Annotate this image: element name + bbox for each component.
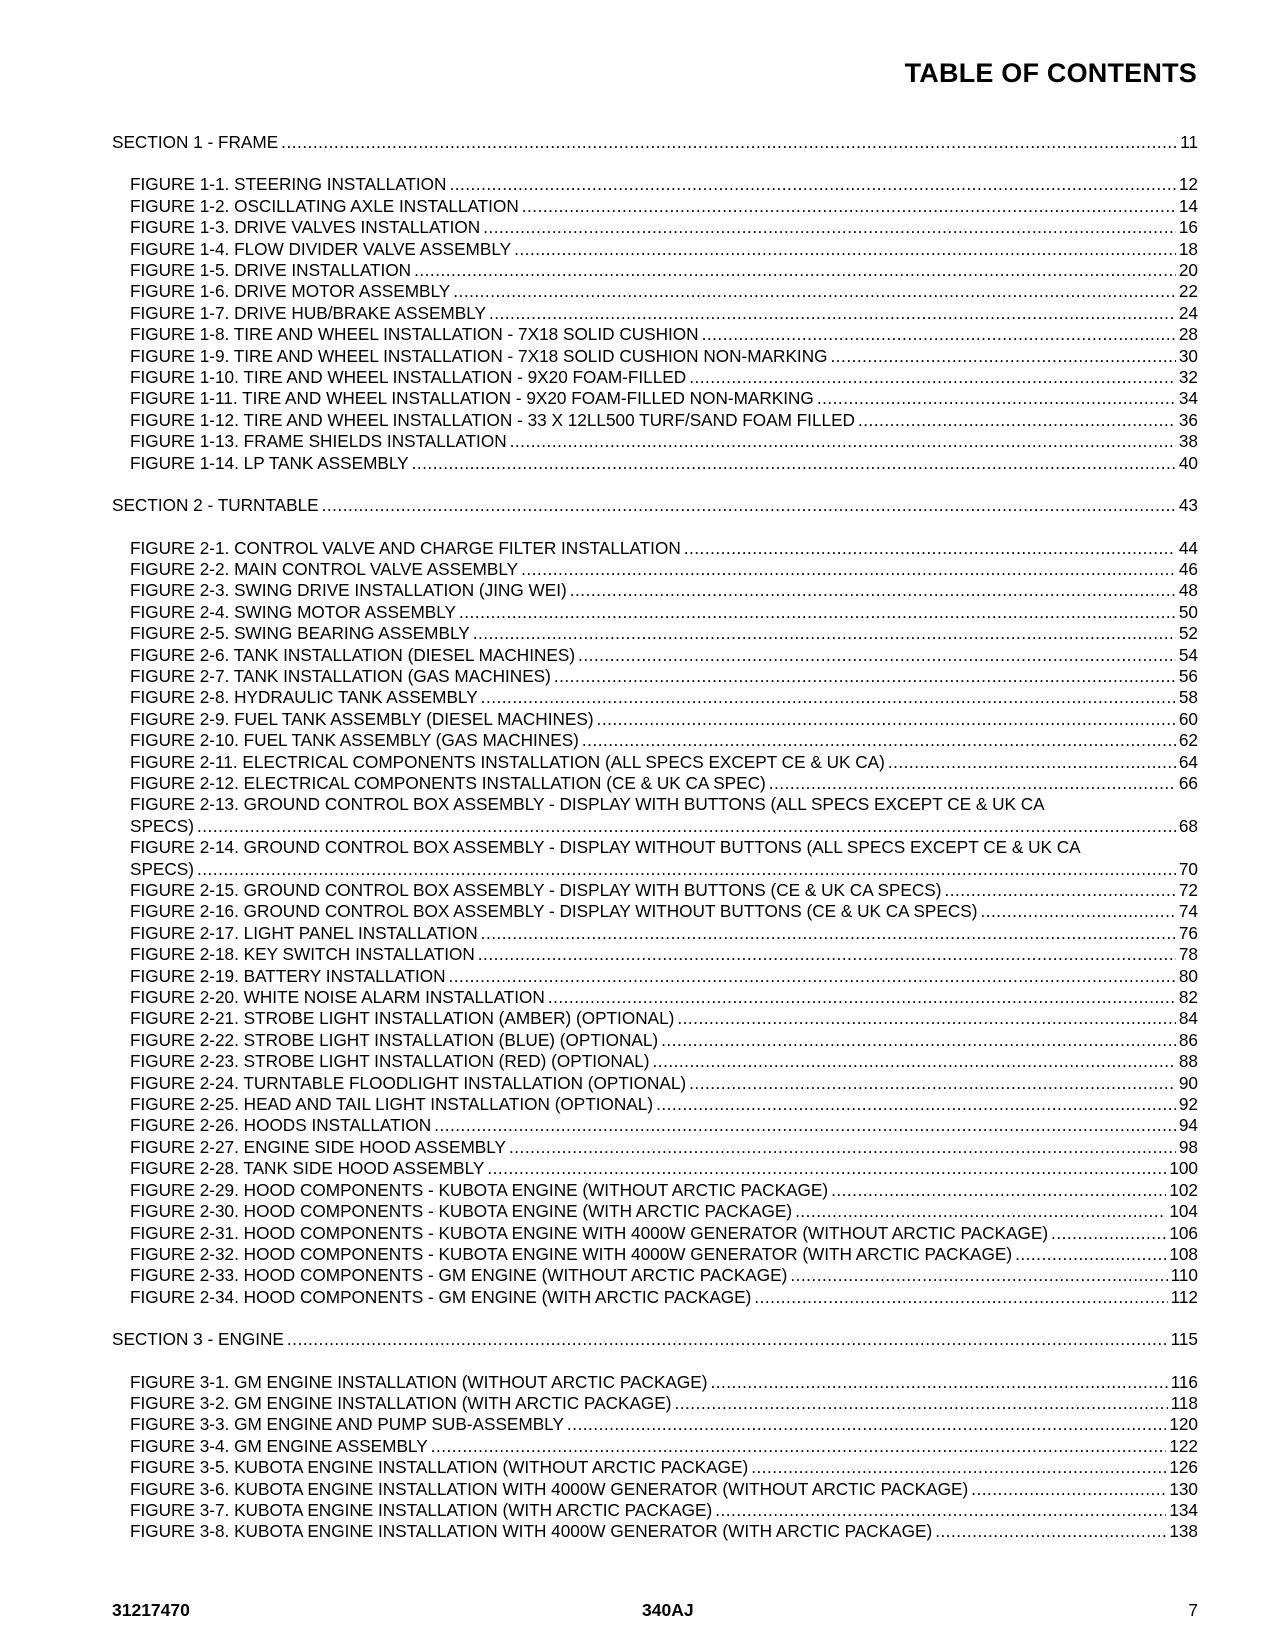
dot-leader xyxy=(597,709,1176,730)
toc-entry-label: FIGURE 2-22. STROBE LIGHT INSTALLATION (BLUE) (OPTIONAL) xyxy=(130,1029,659,1050)
toc-entry[interactable] xyxy=(112,944,1198,965)
dot-leader xyxy=(656,1094,1176,1115)
dot-leader xyxy=(831,346,1176,367)
toc-entry-page: 80 xyxy=(1178,965,1198,986)
toc-entry-page: 84 xyxy=(1178,1008,1198,1029)
toc-entry[interactable] xyxy=(112,1287,1198,1308)
toc-entry[interactable] xyxy=(112,1180,1198,1201)
toc-entry-label: FIGURE 2-9. FUEL TANK ASSEMBLY (DIESEL MACHINES) xyxy=(130,708,594,729)
toc-entry-page: 14 xyxy=(1178,195,1198,216)
dot-leader xyxy=(582,730,1176,751)
toc-entry-page: 106 xyxy=(1169,1222,1198,1243)
toc-entry-page: 48 xyxy=(1178,580,1198,601)
dot-leader xyxy=(521,559,1176,580)
toc-entry-page: 11 xyxy=(1180,132,1198,152)
dot-leader xyxy=(431,1436,1167,1457)
page-title: TABLE OF CONTENTS xyxy=(904,58,1197,88)
toc-entry[interactable] xyxy=(112,1244,1198,1265)
toc-entry-page: 100 xyxy=(1169,1158,1198,1179)
toc-entry-page: 82 xyxy=(1178,987,1198,1008)
dot-leader xyxy=(522,196,1176,217)
dot-leader xyxy=(1015,1244,1166,1265)
toc-entry[interactable] xyxy=(112,687,1198,708)
toc-entry-page: 108 xyxy=(1169,1243,1198,1264)
toc-entry-page: 92 xyxy=(1178,1094,1198,1115)
toc-entry-label-continued: SPECS) xyxy=(130,858,194,879)
toc-entry-label: FIGURE 3-2. GM ENGINE INSTALLATION (WITH ARCTIC PACKAGE) xyxy=(130,1392,672,1413)
toc-entry[interactable] xyxy=(112,859,1198,880)
toc-entry-page: 22 xyxy=(1178,281,1198,302)
toc-entry[interactable] xyxy=(112,923,1198,944)
toc-entry[interactable] xyxy=(112,1223,1198,1244)
toc-entry-label: FIGURE 3-7. KUBOTA ENGINE INSTALLATION (WITH ARCTIC PACKAGE) xyxy=(130,1499,713,1520)
toc-entry-page: 88 xyxy=(1178,1051,1198,1072)
dot-leader xyxy=(322,495,1176,516)
toc-entry[interactable] xyxy=(112,1479,1198,1500)
toc-entry-label: FIGURE 2-4. SWING MOTOR ASSEMBLY xyxy=(130,601,456,622)
toc-entry-label: FIGURE 2-24. TURNTABLE FLOODLIGHT INSTALLATION (OPTIONAL) xyxy=(130,1072,687,1093)
toc-entry-label: SECTION 1 - FRAME xyxy=(112,132,279,152)
toc-entry[interactable] xyxy=(112,1414,1198,1435)
dot-leader xyxy=(710,1372,1167,1393)
toc-entry-label: FIGURE 1-14. LP TANK ASSEMBLY xyxy=(130,452,409,473)
dot-leader xyxy=(481,923,1176,944)
toc-entry[interactable] xyxy=(112,239,1198,260)
toc-entry-label: FIGURE 2-30. HOOD COMPONENTS - KUBOTA ENGINE (WITH ARCTIC PACKAGE) xyxy=(130,1201,793,1222)
toc-entry[interactable] xyxy=(112,709,1198,730)
toc-entry-page: 118 xyxy=(1170,1392,1198,1413)
toc-entry[interactable] xyxy=(112,1521,1198,1542)
toc-entry-label-line xyxy=(112,837,1198,858)
toc-entry[interactable] xyxy=(112,559,1198,580)
toc-entry-label: FIGURE 1-10. TIRE AND WHEEL INSTALLATION - 9X20 FOAM-FILLED xyxy=(130,367,687,388)
toc-section-entry[interactable] xyxy=(112,1329,1198,1350)
dot-leader xyxy=(453,281,1176,302)
dot-leader xyxy=(287,1329,1168,1350)
toc-entry-label: FIGURE 1-2. OSCILLATING AXLE INSTALLATION xyxy=(130,195,519,216)
toc-entry-page: 90 xyxy=(1178,1072,1198,1093)
toc-entry-label: FIGURE 1-9. TIRE AND WHEEL INSTALLATION - 7X18 SOLID CUSHION NON-MARKING xyxy=(130,345,828,366)
toc-entry-label: FIGURE 2-3. SWING DRIVE INSTALLATION (JING WEI) xyxy=(130,580,567,601)
dot-leader xyxy=(578,645,1176,666)
dot-leader xyxy=(548,987,1176,1008)
toc-entry-page: 116 xyxy=(1170,1371,1198,1392)
toc-entry-page: 115 xyxy=(1170,1329,1198,1350)
toc-entry-label: FIGURE 1-8. TIRE AND WHEEL INSTALLATION - 7X18 SOLID CUSHION xyxy=(130,324,699,345)
toc-entry-page: 20 xyxy=(1178,260,1198,281)
toc-entry-page: 64 xyxy=(1178,751,1198,772)
toc-entry-page: 110 xyxy=(1170,1265,1198,1286)
toc-entry-label: FIGURE 3-4. GM ENGINE ASSEMBLY xyxy=(130,1435,428,1456)
toc-entry-page: 138 xyxy=(1169,1521,1198,1542)
dot-leader xyxy=(449,966,1176,987)
toc-entry[interactable] xyxy=(112,1500,1198,1521)
toc-entry[interactable] xyxy=(112,281,1198,302)
toc-entry-label: SECTION 2 - TURNTABLE xyxy=(112,495,319,516)
toc-section-entry[interactable] xyxy=(112,132,1198,153)
toc-entry[interactable] xyxy=(112,987,1198,1008)
toc-entry[interactable] xyxy=(112,1073,1198,1094)
dot-leader xyxy=(769,773,1176,794)
toc-entry-label: FIGURE 1-4. FLOW DIVIDER VALVE ASSEMBLY xyxy=(130,238,512,259)
toc-entry-label: FIGURE 2-5. SWING BEARING ASSEMBLY xyxy=(130,623,470,644)
toc-entry-label: FIGURE 3-3. GM ENGINE AND PUMP SUB-ASSEMBLY xyxy=(130,1414,564,1435)
toc-entry[interactable] xyxy=(112,1008,1198,1029)
toc-entry[interactable] xyxy=(112,538,1198,559)
toc-entry-page: 60 xyxy=(1178,708,1198,729)
dot-leader xyxy=(935,1521,1166,1542)
toc-entry-page: 112 xyxy=(1170,1286,1198,1307)
dot-leader xyxy=(661,1030,1176,1051)
toc-entry[interactable] xyxy=(112,388,1198,409)
document-number: 31217470 xyxy=(112,1600,190,1620)
dot-leader xyxy=(1051,1223,1166,1244)
dot-leader xyxy=(689,367,1176,388)
toc-section-entry[interactable] xyxy=(112,495,1198,516)
dot-leader xyxy=(754,1287,1167,1308)
toc-entry[interactable] xyxy=(112,217,1198,238)
toc-entry-label: FIGURE 2-14. GROUND CONTROL BOX ASSEMBLY - DISPLAY WITHOUT BUTTONS (ALL SPECS EXCEPT CE & UK CA xyxy=(130,837,1081,858)
toc-entry[interactable] xyxy=(112,1051,1198,1072)
page-footer xyxy=(112,1600,1198,1624)
dot-leader xyxy=(478,944,1176,965)
dot-leader xyxy=(514,239,1176,260)
toc-entry-label: FIGURE 1-11. TIRE AND WHEEL INSTALLATION - 9X20 FOAM-FILLED NON-MARKING xyxy=(130,388,814,409)
toc-entry-label: FIGURE 2-10. FUEL TANK ASSEMBLY (GAS MACHINES) xyxy=(130,730,579,751)
toc-entry[interactable] xyxy=(112,1115,1198,1136)
dot-leader xyxy=(944,880,1175,901)
toc-entry-label-line xyxy=(112,794,1198,815)
dot-leader xyxy=(481,687,1176,708)
toc-entry-page: 94 xyxy=(1178,1115,1198,1136)
toc-entry-page: 12 xyxy=(1178,174,1198,195)
toc-entry-label: FIGURE 2-8. HYDRAULIC TANK ASSEMBLY xyxy=(130,687,478,708)
dot-leader xyxy=(831,1180,1166,1201)
toc-entry-label: FIGURE 2-6. TANK INSTALLATION (DIESEL MACHINES) xyxy=(130,644,576,665)
toc-entry-label: FIGURE 3-6. KUBOTA ENGINE INSTALLATION WITH 4000W GENERATOR (WITHOUT ARCTIC PACKAGE) xyxy=(130,1478,969,1499)
toc-entry-label: FIGURE 1-3. DRIVE VALVES INSTALLATION xyxy=(130,217,481,238)
toc-entry-page: 70 xyxy=(1178,858,1198,879)
dot-leader xyxy=(197,816,1176,837)
dot-leader xyxy=(653,1051,1176,1072)
dot-leader xyxy=(689,1073,1176,1094)
dot-leader xyxy=(281,132,1177,153)
toc-entry[interactable] xyxy=(112,1393,1198,1414)
dot-leader xyxy=(483,217,1176,238)
toc-entry-page: 28 xyxy=(1178,324,1198,345)
toc-entry-label: FIGURE 1-1. STEERING INSTALLATION xyxy=(130,174,447,195)
toc-entry-label: FIGURE 1-5. DRIVE INSTALLATION xyxy=(130,260,412,281)
toc-entry-label: FIGURE 2-20. WHITE NOISE ALARM INSTALLATION xyxy=(130,987,545,1008)
toc-entry[interactable] xyxy=(112,260,1198,281)
toc-entry-page: 50 xyxy=(1178,601,1198,622)
toc-entry[interactable] xyxy=(112,666,1198,687)
toc-entry-label: FIGURE 2-17. LIGHT PANEL INSTALLATION xyxy=(130,922,478,943)
toc-entry-page: 62 xyxy=(1178,730,1198,751)
dot-leader xyxy=(677,1008,1176,1029)
toc-entry[interactable] xyxy=(112,431,1198,452)
toc-entry-page: 40 xyxy=(1178,452,1198,473)
toc-entry[interactable] xyxy=(112,1158,1198,1179)
toc-entry-page: 76 xyxy=(1178,922,1198,943)
toc-entry[interactable] xyxy=(112,580,1198,601)
toc-entry[interactable] xyxy=(112,901,1198,922)
dot-leader xyxy=(434,1115,1176,1136)
toc-entry[interactable] xyxy=(112,324,1198,345)
dot-leader xyxy=(674,1393,1167,1414)
toc-entry-label: FIGURE 2-21. STROBE LIGHT INSTALLATION (AMBER) (OPTIONAL) xyxy=(130,1008,675,1029)
toc-entry[interactable] xyxy=(112,1094,1198,1115)
dot-leader xyxy=(567,1414,1166,1435)
toc-entry-label: FIGURE 1-7. DRIVE HUB/BRAKE ASSEMBLY xyxy=(130,302,486,323)
toc-entry-page: 120 xyxy=(1169,1414,1198,1435)
toc-entry-label: FIGURE 1-6. DRIVE MOTOR ASSEMBLY xyxy=(130,281,451,302)
dot-leader xyxy=(702,324,1176,345)
toc-entry-page: 34 xyxy=(1178,388,1198,409)
toc-entry-page: 130 xyxy=(1169,1478,1198,1499)
toc-entry-label: FIGURE 1-12. TIRE AND WHEEL INSTALLATION - 33 X 12LL500 TURF/SAND FOAM FILLED xyxy=(130,409,855,430)
toc-entry[interactable] xyxy=(112,410,1198,431)
toc-entry-label: FIGURE 2-31. HOOD COMPONENTS - KUBOTA ENGINE WITH 4000W GENERATOR (WITHOUT ARCTIC PACKAGE) xyxy=(130,1222,1049,1243)
dot-leader xyxy=(509,1137,1176,1158)
toc-entry-page: 56 xyxy=(1178,665,1198,686)
toc-entry[interactable] xyxy=(112,1265,1198,1286)
toc-entry-page: 134 xyxy=(1169,1499,1198,1520)
toc-entry-page: 72 xyxy=(1178,880,1198,900)
toc-entry[interactable] xyxy=(112,880,1198,901)
toc-entry-page: 68 xyxy=(1178,815,1198,836)
dot-leader xyxy=(459,602,1176,623)
toc-entry[interactable] xyxy=(112,453,1198,474)
toc-entry-label: SECTION 3 - ENGINE xyxy=(112,1329,284,1350)
toc-entry-label: FIGURE 2-27. ENGINE SIDE HOOD ASSEMBLY xyxy=(130,1136,506,1157)
toc-entry[interactable] xyxy=(112,346,1198,367)
toc-entry[interactable] xyxy=(112,1436,1198,1457)
dot-leader xyxy=(715,1500,1166,1521)
toc-entry-label: FIGURE 2-19. BATTERY INSTALLATION xyxy=(130,965,446,986)
toc-entry[interactable] xyxy=(112,730,1198,751)
toc-entry-page: 122 xyxy=(1169,1435,1198,1456)
toc-entry[interactable] xyxy=(112,645,1198,666)
dot-leader xyxy=(570,580,1176,601)
dot-leader xyxy=(197,859,1176,880)
toc-entry-label-continued: SPECS) xyxy=(130,815,194,836)
toc-entry-label: FIGURE 2-11. ELECTRICAL COMPONENTS INSTALLATION (ALL SPECS EXCEPT CE & UK CA) xyxy=(130,751,885,772)
dot-leader xyxy=(510,431,1176,452)
toc-entry-page: 104 xyxy=(1169,1201,1198,1222)
toc-entry-page: 44 xyxy=(1178,537,1198,558)
dot-leader xyxy=(795,1201,1166,1222)
toc-entry-label: FIGURE 3-1. GM ENGINE INSTALLATION (WITHOUT ARCTIC PACKAGE) xyxy=(130,1371,708,1392)
toc-entry-page: 102 xyxy=(1169,1179,1198,1200)
toc-entry-label: FIGURE 2-26. HOODS INSTALLATION xyxy=(130,1115,432,1136)
dot-leader xyxy=(449,174,1175,195)
toc-entry-label: FIGURE 2-1. CONTROL VALVE AND CHARGE FILTER INSTALLATION xyxy=(130,537,681,558)
toc-entry[interactable] xyxy=(112,1372,1198,1393)
dot-leader xyxy=(554,666,1176,687)
toc-entry-label: FIGURE 2-34. HOOD COMPONENTS - GM ENGINE (WITH ARCTIC PACKAGE) xyxy=(130,1286,752,1307)
dot-leader xyxy=(980,901,1175,922)
toc-entry-label: FIGURE 2-2. MAIN CONTROL VALVE ASSEMBLY xyxy=(130,558,519,579)
toc-entry[interactable] xyxy=(112,623,1198,644)
toc-entry-label: FIGURE 3-5. KUBOTA ENGINE INSTALLATION (WITHOUT ARCTIC PACKAGE) xyxy=(130,1457,749,1478)
toc-entry-page: 54 xyxy=(1178,644,1198,665)
toc-entry-page: 78 xyxy=(1178,944,1198,965)
toc-entry-page: 86 xyxy=(1178,1029,1198,1050)
toc-entry-page: 98 xyxy=(1178,1136,1198,1157)
toc-entry-page: 30 xyxy=(1178,345,1198,366)
toc-entry-page: 36 xyxy=(1178,409,1198,430)
toc-entry-page: 32 xyxy=(1178,367,1198,388)
toc-entry-label: FIGURE 2-18. KEY SWITCH INSTALLATION xyxy=(130,944,475,965)
toc-entry[interactable] xyxy=(112,1030,1198,1051)
dot-leader xyxy=(888,752,1176,773)
dot-leader xyxy=(971,1479,1166,1500)
toc-entry-page: 126 xyxy=(1169,1457,1198,1478)
toc-entry-label: FIGURE 2-12. ELECTRICAL COMPONENTS INSTALLATION (CE & UK CA SPEC) xyxy=(130,772,766,793)
toc-entry-label: FIGURE 2-28. TANK SIDE HOOD ASSEMBLY xyxy=(130,1158,485,1179)
toc-entry[interactable] xyxy=(112,773,1198,794)
toc-entry-label: FIGURE 2-16. GROUND CONTROL BOX ASSEMBLY - DISPLAY WITHOUT BUTTONS (CE & UK CA SPECS) xyxy=(130,901,978,922)
toc-entry-label: FIGURE 2-13. GROUND CONTROL BOX ASSEMBLY - DISPLAY WITH BUTTONS (ALL SPECS EXCEPT CE & UK CA xyxy=(130,794,1045,815)
toc-entry[interactable] xyxy=(112,196,1198,217)
toc-entry[interactable] xyxy=(112,602,1198,623)
table-of-contents xyxy=(112,132,1198,1543)
toc-entry-label: FIGURE 2-7. TANK INSTALLATION (GAS MACHINES) xyxy=(130,665,551,686)
toc-entry-page: 16 xyxy=(1178,217,1198,238)
toc-entry[interactable] xyxy=(112,966,1198,987)
dot-leader xyxy=(414,260,1176,281)
page-number: 7 xyxy=(1188,1600,1198,1620)
toc-entry-page: 52 xyxy=(1178,623,1198,644)
toc-entry[interactable] xyxy=(112,1457,1198,1478)
toc-entry[interactable] xyxy=(112,1201,1198,1222)
toc-entry-page: 18 xyxy=(1178,238,1198,259)
toc-entry-label: FIGURE 1-13. FRAME SHIELDS INSTALLATION xyxy=(130,431,507,452)
toc-entry-label: FIGURE 2-33. HOOD COMPONENTS - GM ENGINE (WITHOUT ARCTIC PACKAGE) xyxy=(130,1265,788,1286)
toc-entry-page: 46 xyxy=(1178,558,1198,579)
toc-entry-label: FIGURE 2-32. HOOD COMPONENTS - KUBOTA ENGINE WITH 4000W GENERATOR (WITH ARCTIC PACKAGE) xyxy=(130,1243,1013,1264)
dot-leader xyxy=(751,1457,1166,1478)
toc-entry-page: 58 xyxy=(1178,687,1198,708)
toc-entry-page: 43 xyxy=(1178,495,1198,516)
dot-leader xyxy=(489,303,1176,324)
dot-leader xyxy=(487,1158,1166,1179)
toc-entry[interactable] xyxy=(112,1137,1198,1158)
toc-entry-page: 66 xyxy=(1178,772,1198,793)
toc-entry-label: FIGURE 2-29. HOOD COMPONENTS - KUBOTA ENGINE (WITHOUT ARCTIC PACKAGE) xyxy=(130,1179,829,1200)
toc-entry-label: FIGURE 2-15. GROUND CONTROL BOX ASSEMBLY - DISPLAY WITH BUTTONS (CE & UK CA SPECS) xyxy=(130,880,942,900)
toc-entry[interactable] xyxy=(112,174,1198,195)
toc-entry[interactable] xyxy=(112,367,1198,388)
dot-leader xyxy=(473,623,1176,644)
dot-leader xyxy=(817,388,1176,409)
dot-leader xyxy=(684,538,1176,559)
toc-entry-label: FIGURE 2-25. HEAD AND TAIL LIGHT INSTALLATION (OPTIONAL) xyxy=(130,1094,654,1115)
dot-leader xyxy=(412,453,1176,474)
toc-entry[interactable] xyxy=(112,816,1198,837)
toc-entry-page: 74 xyxy=(1178,901,1198,922)
toc-entry-page: 24 xyxy=(1178,302,1198,323)
toc-entry-label: FIGURE 3-8. KUBOTA ENGINE INSTALLATION WITH 4000W GENERATOR (WITH ARCTIC PACKAGE) xyxy=(130,1521,933,1542)
toc-entry[interactable] xyxy=(112,303,1198,324)
model-name: 340AJ xyxy=(642,1600,694,1620)
dot-leader xyxy=(858,410,1176,431)
toc-entry[interactable] xyxy=(112,752,1198,773)
toc-entry-label: FIGURE 2-23. STROBE LIGHT INSTALLATION (RED) (OPTIONAL) xyxy=(130,1051,650,1072)
dot-leader xyxy=(790,1265,1167,1286)
toc-entry-page: 38 xyxy=(1178,431,1198,452)
